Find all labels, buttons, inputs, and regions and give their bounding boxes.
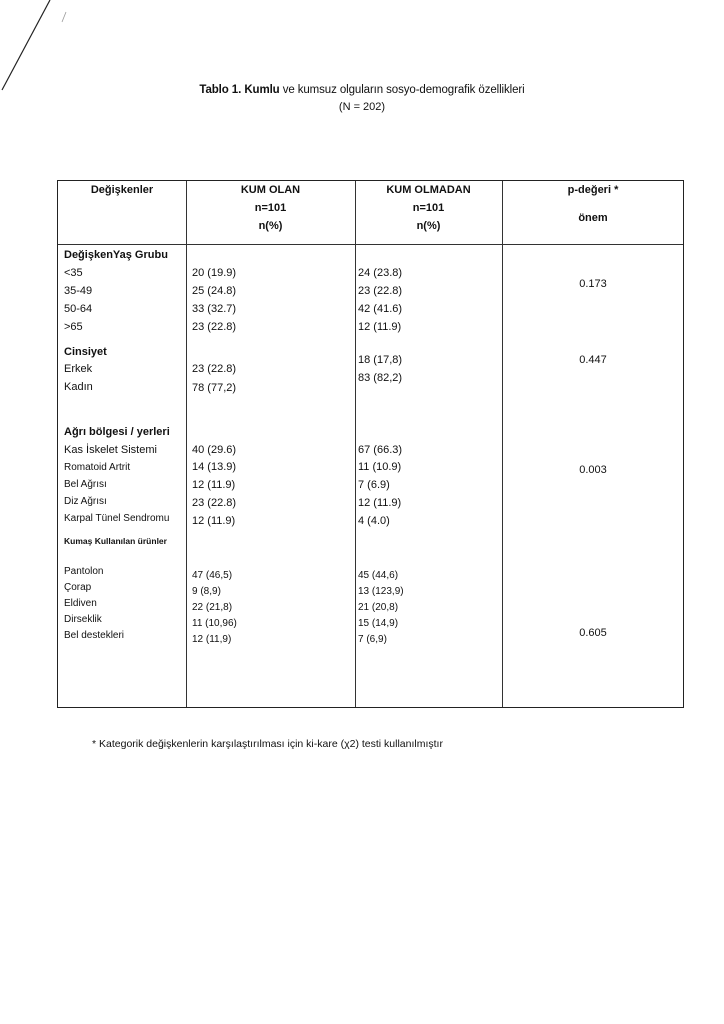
value-kum-olan: 20 (19.9) bbox=[192, 267, 237, 279]
row-label: Eldiven bbox=[64, 598, 97, 609]
value-kum-olmadan: 12 (11.9) bbox=[358, 321, 402, 333]
value-kum-olan: 25 (24.8) bbox=[192, 285, 237, 297]
header-variables: Değişkenler bbox=[90, 184, 154, 196]
value-kum-olan: 12 (11,9) bbox=[192, 634, 232, 645]
value-kum-olmadan: 23 (22.8) bbox=[358, 285, 403, 297]
row-label: Erkek bbox=[64, 363, 93, 375]
header-group1-name: KUM OLAN bbox=[240, 184, 301, 196]
row-label: Bel destekleri bbox=[64, 630, 125, 641]
value-kum-olmadan: 45 (44,6) bbox=[358, 570, 399, 581]
column-divider bbox=[186, 181, 187, 707]
value-kum-olan: 11 (10,96) bbox=[192, 618, 237, 629]
value-kum-olmadan: 21 (20,8) bbox=[358, 602, 399, 613]
value-kum-olmadan: 83 (82,2) bbox=[358, 372, 403, 384]
value-kum-olan: 23 (22.8) bbox=[192, 497, 237, 509]
value-kum-olan: 12 (11.9) bbox=[192, 515, 236, 527]
value-kum-olan: 40 (29.6) bbox=[192, 444, 237, 456]
row-label: Çorap bbox=[64, 582, 92, 593]
title-keyword: Kumlu bbox=[244, 84, 280, 96]
p-value-fabric: 0.605 bbox=[579, 627, 607, 639]
value-kum-olmadan: 24 (23.8) bbox=[358, 267, 403, 279]
value-kum-olan: 12 (11.9) bbox=[192, 479, 236, 491]
row-label: Bel Ağrısı bbox=[64, 479, 107, 490]
value-kum-olmadan: 7 (6,9) bbox=[358, 634, 387, 645]
data-table bbox=[57, 180, 684, 708]
p-value-sex: 0.447 bbox=[579, 354, 607, 366]
value-kum-olmadan: 4 (4.0) bbox=[358, 515, 390, 527]
table-number: Tablo 1. bbox=[199, 84, 242, 96]
value-kum-olmadan: 13 (123,9) bbox=[358, 586, 404, 597]
section-title-fabric: Kumaş Kullanılan ürünler bbox=[64, 536, 167, 546]
title-rest: ve kumsuz olguların sosyo-demografik özellikleri bbox=[279, 84, 525, 96]
value-kum-olan: 9 (8,9) bbox=[192, 586, 221, 597]
row-label: Dirseklik bbox=[64, 614, 102, 625]
row-label: Diz Ağrısı bbox=[64, 496, 107, 507]
section-title-age: DeğişkenYaş Grubu bbox=[64, 249, 168, 261]
section-title-pain: Ağrı bölgesi / yerleri bbox=[64, 426, 170, 438]
value-kum-olan: 23 (22.8) bbox=[192, 321, 237, 333]
header-group2-name: KUM OLMADAN bbox=[386, 184, 471, 196]
header-group1-unit: n(%) bbox=[258, 220, 283, 232]
row-label: <35 bbox=[64, 267, 83, 279]
value-kum-olan: 33 (32.7) bbox=[192, 303, 237, 315]
header-group2-n: n=101 bbox=[412, 202, 445, 214]
table-footnote: * Kategorik değişkenlerin karşılaştırılması için ki-kare (χ2) testi kullanılmıştır bbox=[92, 738, 443, 750]
row-label: Kas İskelet Sistemi bbox=[64, 444, 157, 456]
value-kum-olmadan: 12 (11.9) bbox=[358, 497, 402, 509]
value-kum-olmadan: 7 (6.9) bbox=[358, 479, 390, 491]
header-group1-n: n=101 bbox=[254, 202, 287, 214]
row-label: 35-49 bbox=[64, 285, 93, 297]
header-significance: önem bbox=[578, 212, 608, 224]
row-label: Pantolon bbox=[64, 566, 104, 577]
row-label: >65 bbox=[64, 321, 83, 333]
value-kum-olan: 78 (77,2) bbox=[192, 382, 237, 394]
row-label: Kadın bbox=[64, 381, 93, 393]
p-value-age: 0.173 bbox=[579, 278, 607, 290]
sample-size: (N = 202) bbox=[338, 101, 386, 113]
row-label: 50-64 bbox=[64, 303, 93, 315]
row-label: Karpal Tünel Sendromu bbox=[64, 513, 170, 524]
value-kum-olmadan: 67 (66.3) bbox=[358, 444, 403, 456]
p-value-pain: 0.003 bbox=[579, 464, 607, 476]
value-kum-olmadan: 15 (14,9) bbox=[358, 618, 399, 629]
section-title-sex: Cinsiyet bbox=[64, 346, 107, 358]
row-label: Romatoid Artrit bbox=[64, 462, 131, 473]
table-title bbox=[0, 82, 724, 98]
value-kum-olan: 14 (13.9) bbox=[192, 461, 237, 473]
header-divider bbox=[58, 244, 683, 245]
value-kum-olan: 22 (21,8) bbox=[192, 602, 233, 613]
header-pvalue: p-değeri * bbox=[567, 184, 619, 196]
value-kum-olmadan: 11 (10.9) bbox=[358, 461, 402, 473]
value-kum-olmadan: 18 (17,8) bbox=[358, 354, 403, 366]
value-kum-olan: 47 (46,5) bbox=[192, 570, 233, 581]
column-divider bbox=[355, 181, 356, 707]
value-kum-olan: 23 (22.8) bbox=[192, 363, 237, 375]
value-kum-olmadan: 42 (41.6) bbox=[358, 303, 403, 315]
header-group2-unit: n(%) bbox=[416, 220, 441, 232]
